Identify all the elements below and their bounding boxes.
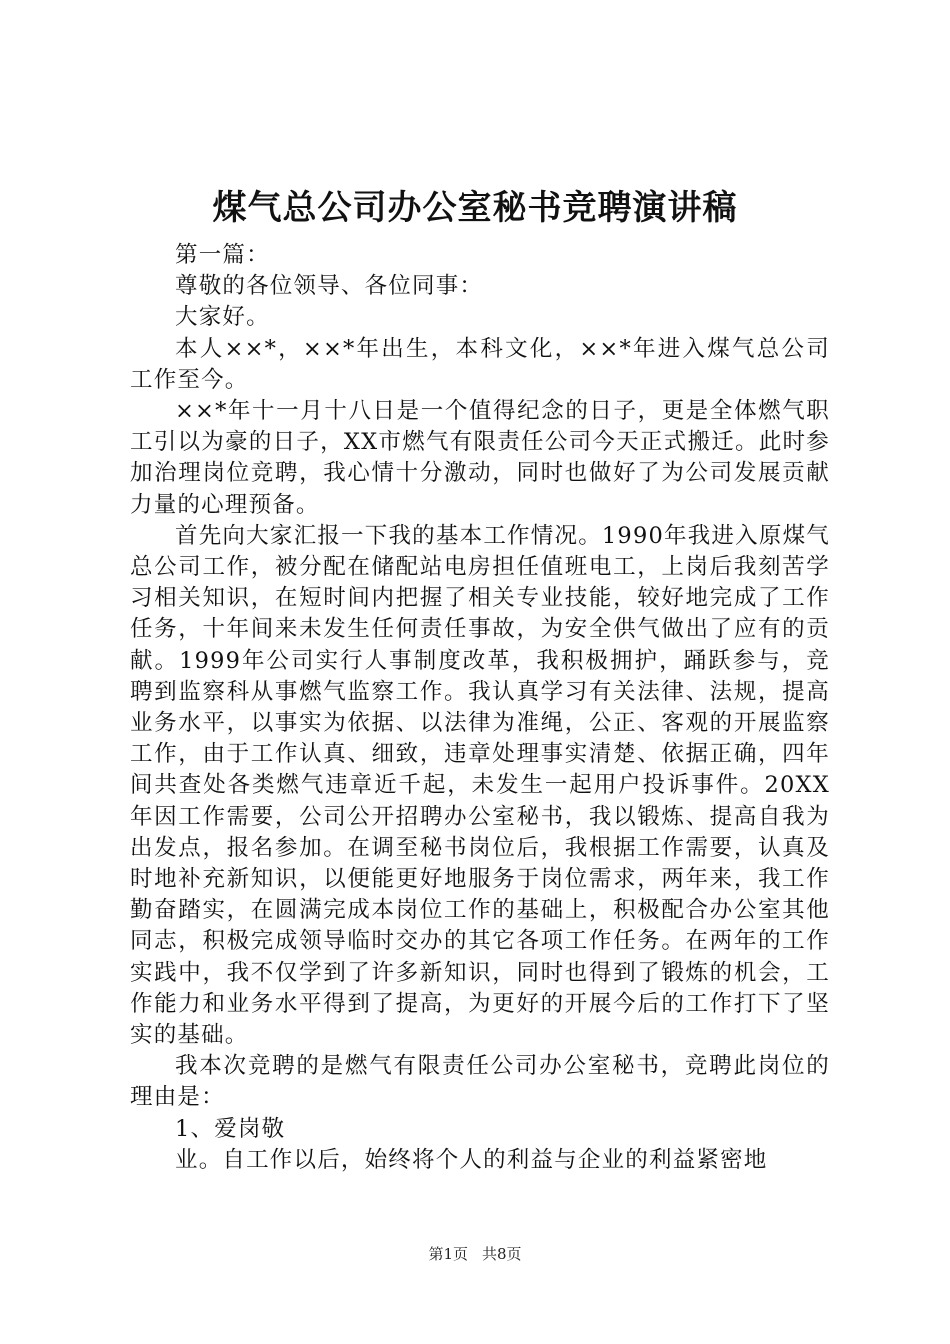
paragraph: 1、爱岗敬 [175,1115,286,1142]
paragraph: ××*年十一月十八日是一个值得纪念的日子，更是全体燃气职工引以为豪的日子，XX市燃气有限责任公司今天正式搬迁。此时参加治理岗位竞聘，我心情十分激动，同时也做好了为公司发展贡献力量的心理预备。 [130,398,830,518]
document-body [130,240,830,1176]
paragraph: 尊敬的各位领导、各位同事： [175,273,484,300]
page-footer [0,1244,950,1264]
paragraph: 首先向大家汇报一下我的基本工作情况。1990年我进入原煤气总公司工作，被分配在储配站电房担任值班电工，上岗后我刻苦学习相关知识，在短时间内把握了相关专业技能，较好地完成了工作任务，十年间来未发生任何责任事故，为安全供气做出了应有的贡献。1999年公司实行人事制度改革，我积极拥护，踊跃参与，竞聘到监察科从事燃气监察工作。我认真学习有关法律、法规，提高业务水平，以事实为依据、以法律为准绳，公正、客观的开展监察工作，由于工作认真、细致，违章处理事实清楚、依据正确，四年间共查处各类燃气违章近千起，未发生一起用户投诉事件。20XX年因工作需要，公司公开招聘办公室秘书，我以锻炼、提高自我为出发点，报名参加。在调至秘书岗位后，我根据工作需要，认真及时地补充新知识，以便能更好地服务于岗位需求，两年来，我工作勤奋踏实，在圆满完成本岗位工作的基础上，积极配合办公室其他同志，积极完成领导临时交办的其它各项工作任务。在两年的工作实践中，我不仅学到了许多新知识，同时也得到了锻炼的机会，工作能力和业务水平得到了提高，为更好的开展今后的工作打下了坚实的基础。 [130,522,830,1049]
paragraph: 本人××*，××*年出生，本科文化，××*年进入煤气总公司工作至今。 [130,335,830,393]
paragraph: 第一篇： [175,242,270,268]
page-number: 第1页 [428,1245,468,1263]
paragraph: 业。自工作以后，始终将个人的利益与企业的利益紧密地 [175,1146,768,1173]
paragraph: 我本次竞聘的是燃气有限责任公司办公室秘书，竞聘此岗位的理由是： [130,1053,830,1111]
paragraph: 大家好。 [175,304,270,331]
page-total: 共8页 [482,1245,522,1263]
document-title: 煤气总公司办公室秘书竞聘演讲稿 [212,188,738,228]
